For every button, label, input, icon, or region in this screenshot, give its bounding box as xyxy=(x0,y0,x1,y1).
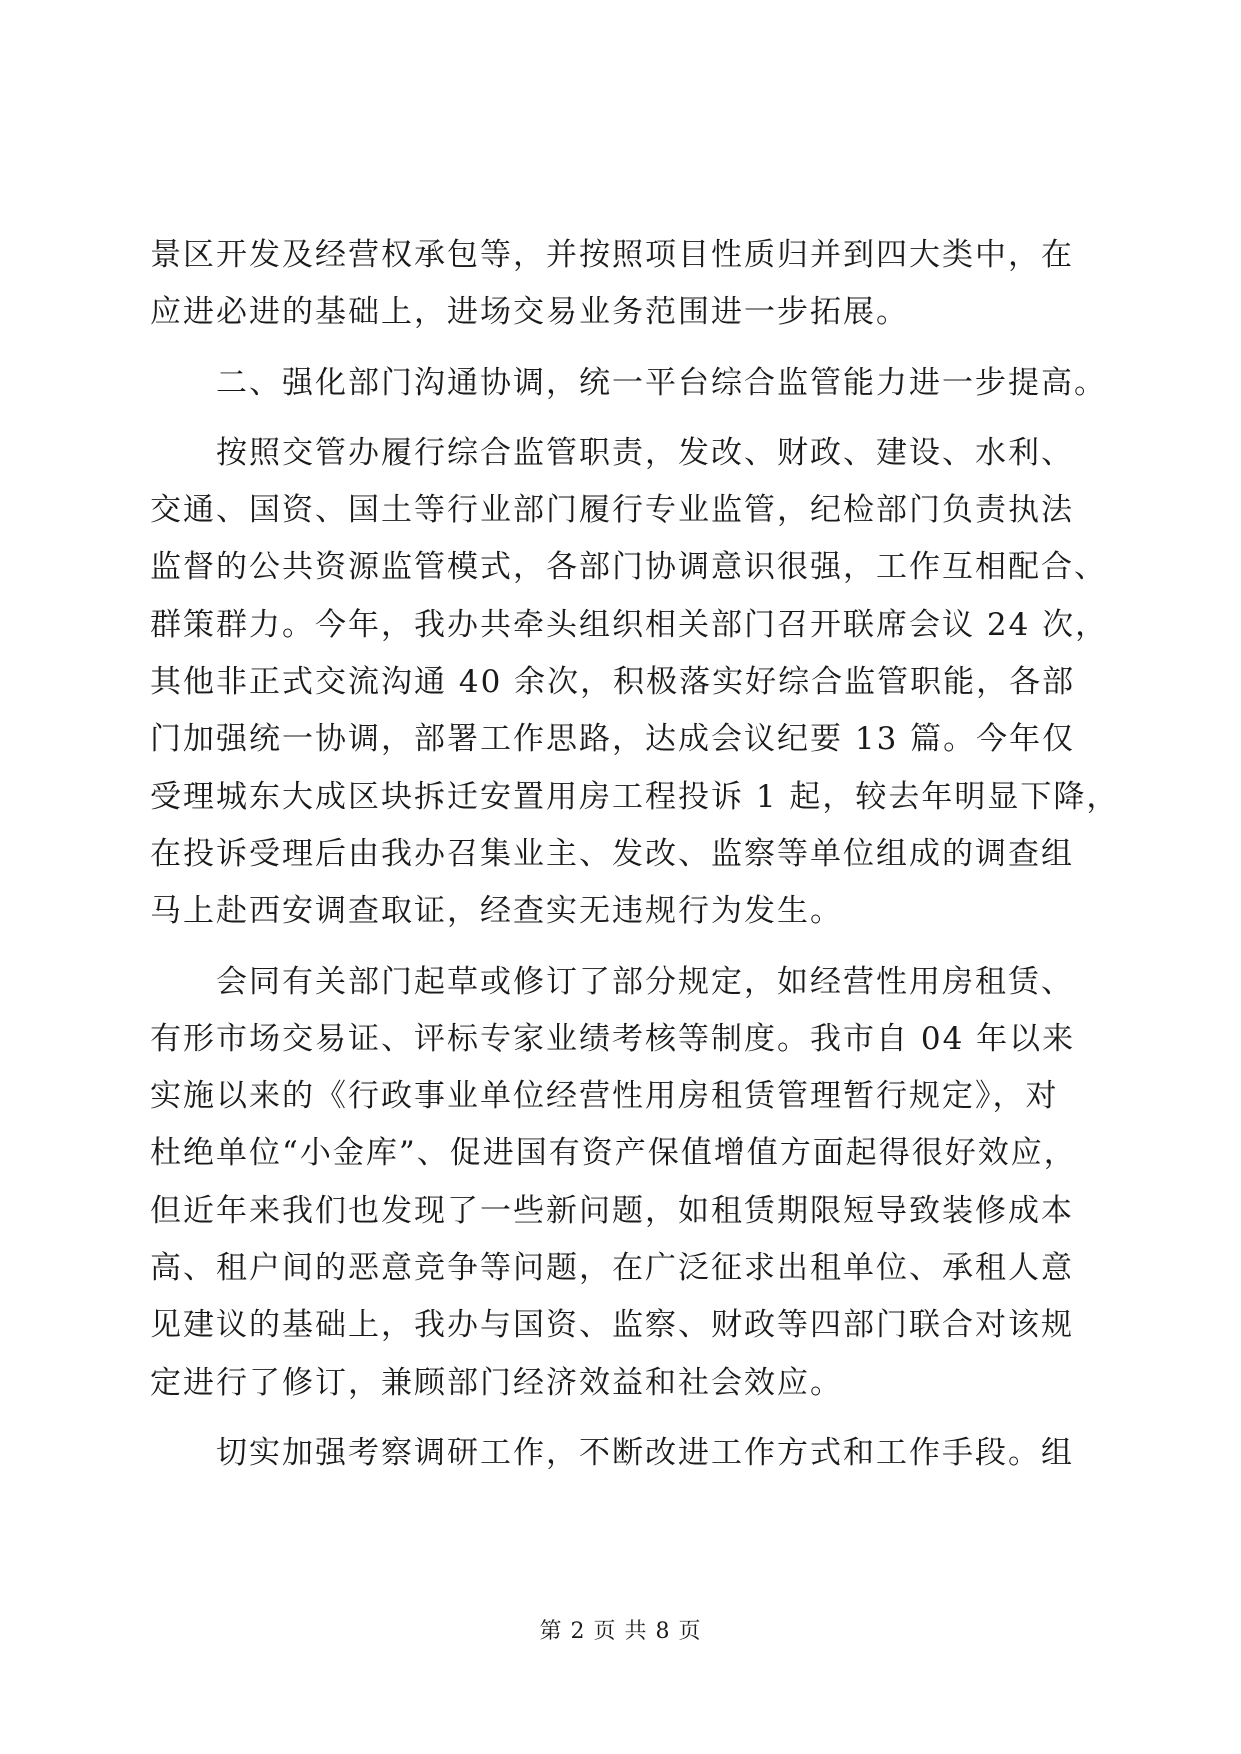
text-line: 但近年来我们也发现了一些新问题，如租赁期限短导致装修成本 xyxy=(150,1192,1074,1229)
text-line: 有形市场交易证、评标专家业绩考核等制度。我市自 04 年以来 xyxy=(150,1020,1076,1057)
text-line: 切实加强考察调研工作，不断改进工作方式和工作手段。组 xyxy=(150,1434,1074,1471)
body-text xyxy=(150,227,1120,1482)
paragraph xyxy=(150,425,1120,941)
text-line: 在投诉受理后由我办召集业主、发改、监察等单位组成的调查组 xyxy=(150,835,1074,872)
text-line: 按照交管办履行综合监管职责，发改、财政、建设、水利、 xyxy=(150,434,1074,471)
paragraph xyxy=(150,954,1090,1412)
text-line: 会同有关部门起草或修订了部分规定，如经营性用房租赁、 xyxy=(150,963,1074,1000)
text-line: 其他非正式交流沟通 40 余次，积极落实好综合监管职能，各部 xyxy=(150,664,1076,701)
text-line: 高、租户间的恶意竞争等问题，在广泛征求出租单位、承租人意 xyxy=(150,1250,1074,1287)
text-line: 景区开发及经营权承包等，并按照项目性质归并到四大类中，在 xyxy=(150,237,1074,273)
text-line: 监督的公共资源监管模式，各部门协调意识很强，工作互相配合、 xyxy=(150,549,1107,586)
text-line: 交通、国资、国土等行业部门履行专业监管，纪检部门负责执法 xyxy=(150,492,1074,529)
page-number-footer: 第 2 页 共 8 页 xyxy=(539,1619,702,1644)
text-line: 见建议的基础上，我办与国资、监察、财政等四部门联合对该规 xyxy=(150,1307,1074,1344)
text-line: 群策群力。今年，我办共牵头组织相关部门召开联席会议 24 次， xyxy=(150,606,1109,643)
text-line: 杜绝单位“小金库”、促进国有资产保值增值方面起得很好效应， xyxy=(150,1135,1077,1172)
paragraph xyxy=(150,1425,1090,1482)
text-line: 门加强统一协调，部署工作思路，达成会议纪要 13 篇。今年仅 xyxy=(150,721,1076,758)
text-line: 马上赴西安调查取证，经查实无违规行为发生。 xyxy=(150,893,843,930)
text-line: 定进行了修订，兼顾部门经济效益和社会效应。 xyxy=(150,1364,843,1401)
section-heading xyxy=(150,355,1107,412)
paragraph xyxy=(150,227,1090,342)
text-line: 实施以来的《行政事业单位经营性用房租赁管理暂行规定》，对 xyxy=(150,1078,1059,1115)
text-line: 二、强化部门沟通协调，统一平台综合监管能力进一步提高。 xyxy=(150,364,1107,401)
text-line: 应进必进的基础上，进场交易业务范围进一步拓展。 xyxy=(150,294,909,331)
text-line: 受理城东大成区块拆迁安置用房工程投诉 1 起，较去年明显下降， xyxy=(150,778,1120,815)
